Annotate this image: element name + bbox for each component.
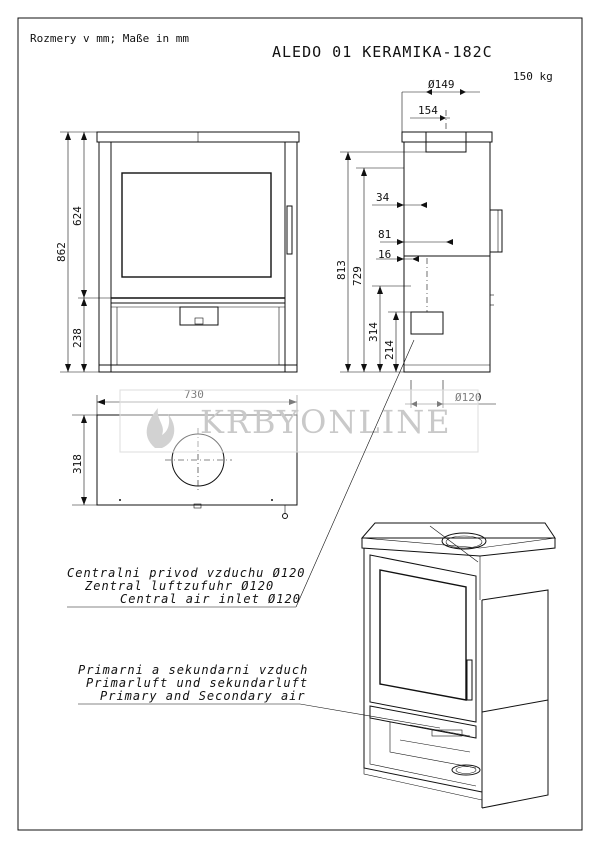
callout-central-air-leader bbox=[296, 340, 414, 607]
air-slider bbox=[180, 307, 218, 325]
dim-214: 214 bbox=[383, 340, 396, 360]
dim-depth: 318 bbox=[71, 454, 84, 474]
front-left-panel bbox=[99, 142, 111, 372]
dim-81: 81 bbox=[378, 228, 392, 241]
iso-door-handle bbox=[467, 660, 472, 700]
dim-total-height: 862 bbox=[55, 242, 68, 262]
callout-primary-air-cz: Primarni a sekundarni vzduch bbox=[78, 663, 309, 677]
front-view bbox=[55, 132, 299, 372]
callout-central-air bbox=[67, 340, 414, 607]
dim-flue-offset: 154 bbox=[418, 104, 438, 117]
iso-door bbox=[370, 555, 476, 722]
front-door-frame bbox=[111, 142, 285, 298]
iso-door-glass bbox=[380, 570, 466, 700]
iso-side-face bbox=[482, 590, 548, 808]
side-view bbox=[335, 78, 502, 408]
watermark bbox=[120, 390, 478, 452]
callout-primary-air bbox=[78, 663, 440, 728]
door-handle bbox=[287, 206, 292, 254]
dim-height-729: 729 bbox=[351, 266, 364, 286]
isometric-view bbox=[362, 523, 555, 808]
callout-central-air-en: Central air inlet Ø120 bbox=[120, 592, 301, 606]
dim-314: 314 bbox=[367, 322, 380, 342]
units-note: Rozmery v mm; Maße in mm bbox=[30, 32, 189, 45]
product-title: ALEDO 01 KERAMIKA-182C bbox=[272, 43, 493, 61]
dim-base-height: 238 bbox=[71, 328, 84, 348]
front-right-panel bbox=[285, 142, 297, 372]
dim-34: 34 bbox=[376, 191, 390, 204]
dim-air-inlet: Ø120 bbox=[455, 391, 482, 404]
callout-primary-air-en: Primary and Secondary air bbox=[100, 689, 306, 703]
callout-central-air-cz: Centralni privod vzduchu Ø120 bbox=[67, 566, 306, 580]
watermark-text: KRBYONLINE bbox=[200, 403, 452, 441]
iso-top-surface bbox=[362, 523, 555, 538]
front-door-glass bbox=[122, 173, 271, 277]
side-top-plate bbox=[402, 132, 492, 142]
callout-central-air-de: Zentral luftzufuhr Ø120 bbox=[85, 579, 275, 593]
dim-height-outlet: 813 bbox=[335, 260, 348, 280]
dim-16: 16 bbox=[378, 248, 392, 261]
callout-primary-air-de: Primarluft und sekundarluft bbox=[86, 676, 309, 690]
dim-flue-diameter: Ø149 bbox=[428, 78, 455, 91]
bottom-air-inlet bbox=[411, 312, 443, 334]
dim-door-height: 624 bbox=[71, 206, 84, 226]
side-door-handle bbox=[490, 210, 502, 252]
product-weight: 150 kg bbox=[513, 70, 553, 83]
dim-width: 730 bbox=[184, 388, 204, 401]
